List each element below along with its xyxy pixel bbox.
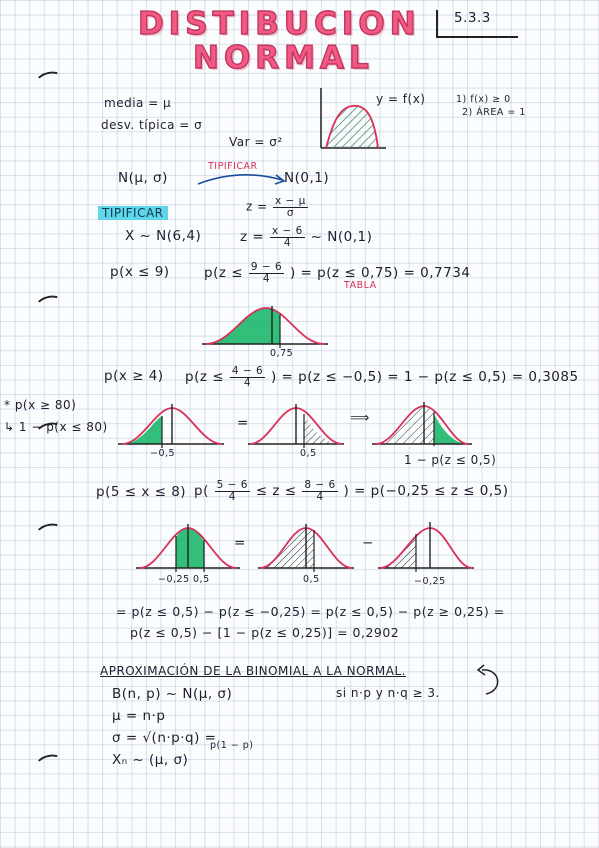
example3-derivation-line1: = p(z ≤ 0,5) − p(z ≤ −0,25) = p(z ≤ 0,5) − p(z ≥ 0,25) = (116, 604, 505, 619)
example3-equation (194, 480, 509, 502)
example3-lhs: p(5 ≤ x ≤ 8) (96, 484, 187, 500)
example3-numerator-a: 5 − 6 (216, 479, 248, 491)
example3-bell-middle (258, 520, 354, 572)
example2-bell-right (372, 398, 472, 448)
example2-prefix: p(z ≤ (185, 369, 225, 385)
example3-result: ) = p(−0,25 ≤ z ≤ 0,5) (343, 483, 509, 499)
example3-bell-left (136, 520, 240, 572)
example1-tick: 0,75 (270, 348, 294, 359)
standard-normal: N(0,1) (284, 170, 330, 186)
example2-bell-middle (248, 402, 344, 448)
tipificar-z-rhs: ~ N(0,1) (310, 229, 373, 245)
tipificar-z-denominator: 4 (283, 236, 292, 249)
example2-implies: ⟹ (350, 410, 370, 426)
example3-derivation-line2: p(z ≤ 0,5) − [1 − p(z ≤ 0,25)] = 0,2902 (130, 625, 400, 640)
example3-tick-a: −0,25 (158, 574, 190, 585)
binomial-sigma-note: p(1 − p) (210, 740, 254, 751)
example1-equation (204, 262, 470, 284)
example1-numerator: 9 − 6 (250, 261, 283, 273)
binomial-heading: APROXIMACIÓN DE LA BINOMIAL A LA NORMAL. (100, 664, 406, 678)
example3-tick-b: 0,5 (193, 574, 210, 585)
curved-arrow-icon (474, 662, 504, 702)
side-note-1: * p(x ≥ 80) (4, 398, 77, 412)
example2-bell-left (118, 402, 226, 448)
density-curve-graph (318, 86, 388, 152)
binomial-relation: B(n, p) ~ N(μ, σ) (112, 686, 233, 702)
example3-denominator-a: 4 (228, 490, 236, 503)
example3-tick-right: −0,25 (414, 576, 446, 587)
z-formula (246, 196, 309, 218)
binder-ring-mark (35, 752, 64, 773)
binomial-sigma: σ = √(n·p·q) = (112, 730, 217, 746)
example3-tick-middle: 0,5 (303, 574, 320, 585)
binomial-mean: μ = n·p (112, 708, 166, 724)
example2-equation (185, 366, 579, 388)
property-2: 2) ÁREA = 1 (462, 107, 526, 118)
example1-denominator: 4 (262, 272, 271, 285)
example2-result: ) = p(z ≤ −0,5) = 1 − p(z ≤ 0,5) = 0,3085 (270, 369, 579, 385)
binder-ring-mark (35, 69, 64, 90)
tipificar-z-lhs: z = (240, 229, 265, 245)
example2-numerator: 4 − 6 (231, 365, 264, 377)
example1-result: ) = p(z ≤ 0,75) = 0,7734 (289, 265, 471, 281)
binomial-condition: si n·p y n·q ≥ 3. (336, 686, 440, 700)
example2-denominator: 4 (243, 376, 252, 389)
tipificar-z-numerator: x − 6 (272, 225, 303, 237)
page-title-line2: NORMAL (193, 40, 374, 76)
variance-definition: Var = σ² (229, 135, 283, 149)
density-label: y = f(x) (376, 92, 426, 106)
mean-definition: media = μ (104, 96, 172, 110)
tipificar-z (240, 226, 372, 248)
example3-open: p( (194, 483, 209, 499)
example3-bell-right (378, 520, 474, 572)
example2-lhs: p(x ≥ 4) (104, 368, 164, 384)
normal-distribution: N(μ, σ) (118, 170, 168, 186)
binomial-xn: Xₙ ~ (μ, σ) (112, 752, 189, 768)
example1-prefix: p(z ≤ (204, 265, 244, 281)
example3-numerator-b: 8 − 6 (304, 479, 336, 491)
tipificar-highlight: TIPIFICAR (98, 206, 168, 220)
z-formula-denominator: σ (286, 206, 295, 219)
example3-denominator-b: 4 (316, 490, 324, 503)
example2-tick-left: −0,5 (150, 448, 176, 459)
section-number: 5.3.3 (454, 10, 491, 26)
example2-tick-middle: 0,5 (300, 448, 317, 459)
z-formula-numerator: x − μ (275, 195, 306, 207)
example2-caption: 1 − p(z ≤ 0,5) (404, 453, 497, 467)
side-note-2: ↳ 1 − p(x ≤ 80) (4, 420, 108, 434)
example3-middle: ≤ z ≤ (255, 483, 297, 499)
binder-ring-mark (35, 293, 64, 314)
example3-equals: = (234, 535, 246, 551)
property-1: 1) f(x) ≥ 0 (456, 94, 511, 105)
table-tag: TABLA (344, 280, 377, 291)
stddev-definition: desv. típica = σ (101, 118, 203, 132)
page-title-line1: DISTIBUCION (138, 6, 421, 42)
z-formula-lhs: z = (246, 199, 268, 214)
example1-bell-graph (200, 300, 330, 350)
example1-lhs: p(x ≤ 9) (110, 264, 170, 280)
example3-minus: − (362, 535, 374, 551)
binder-ring-mark (35, 521, 64, 542)
example2-equals: = (237, 415, 249, 431)
standardize-arrow-label: TIPIFICAR (208, 161, 258, 172)
tipificar-distribution: X ~ N(6,4) (125, 228, 202, 244)
